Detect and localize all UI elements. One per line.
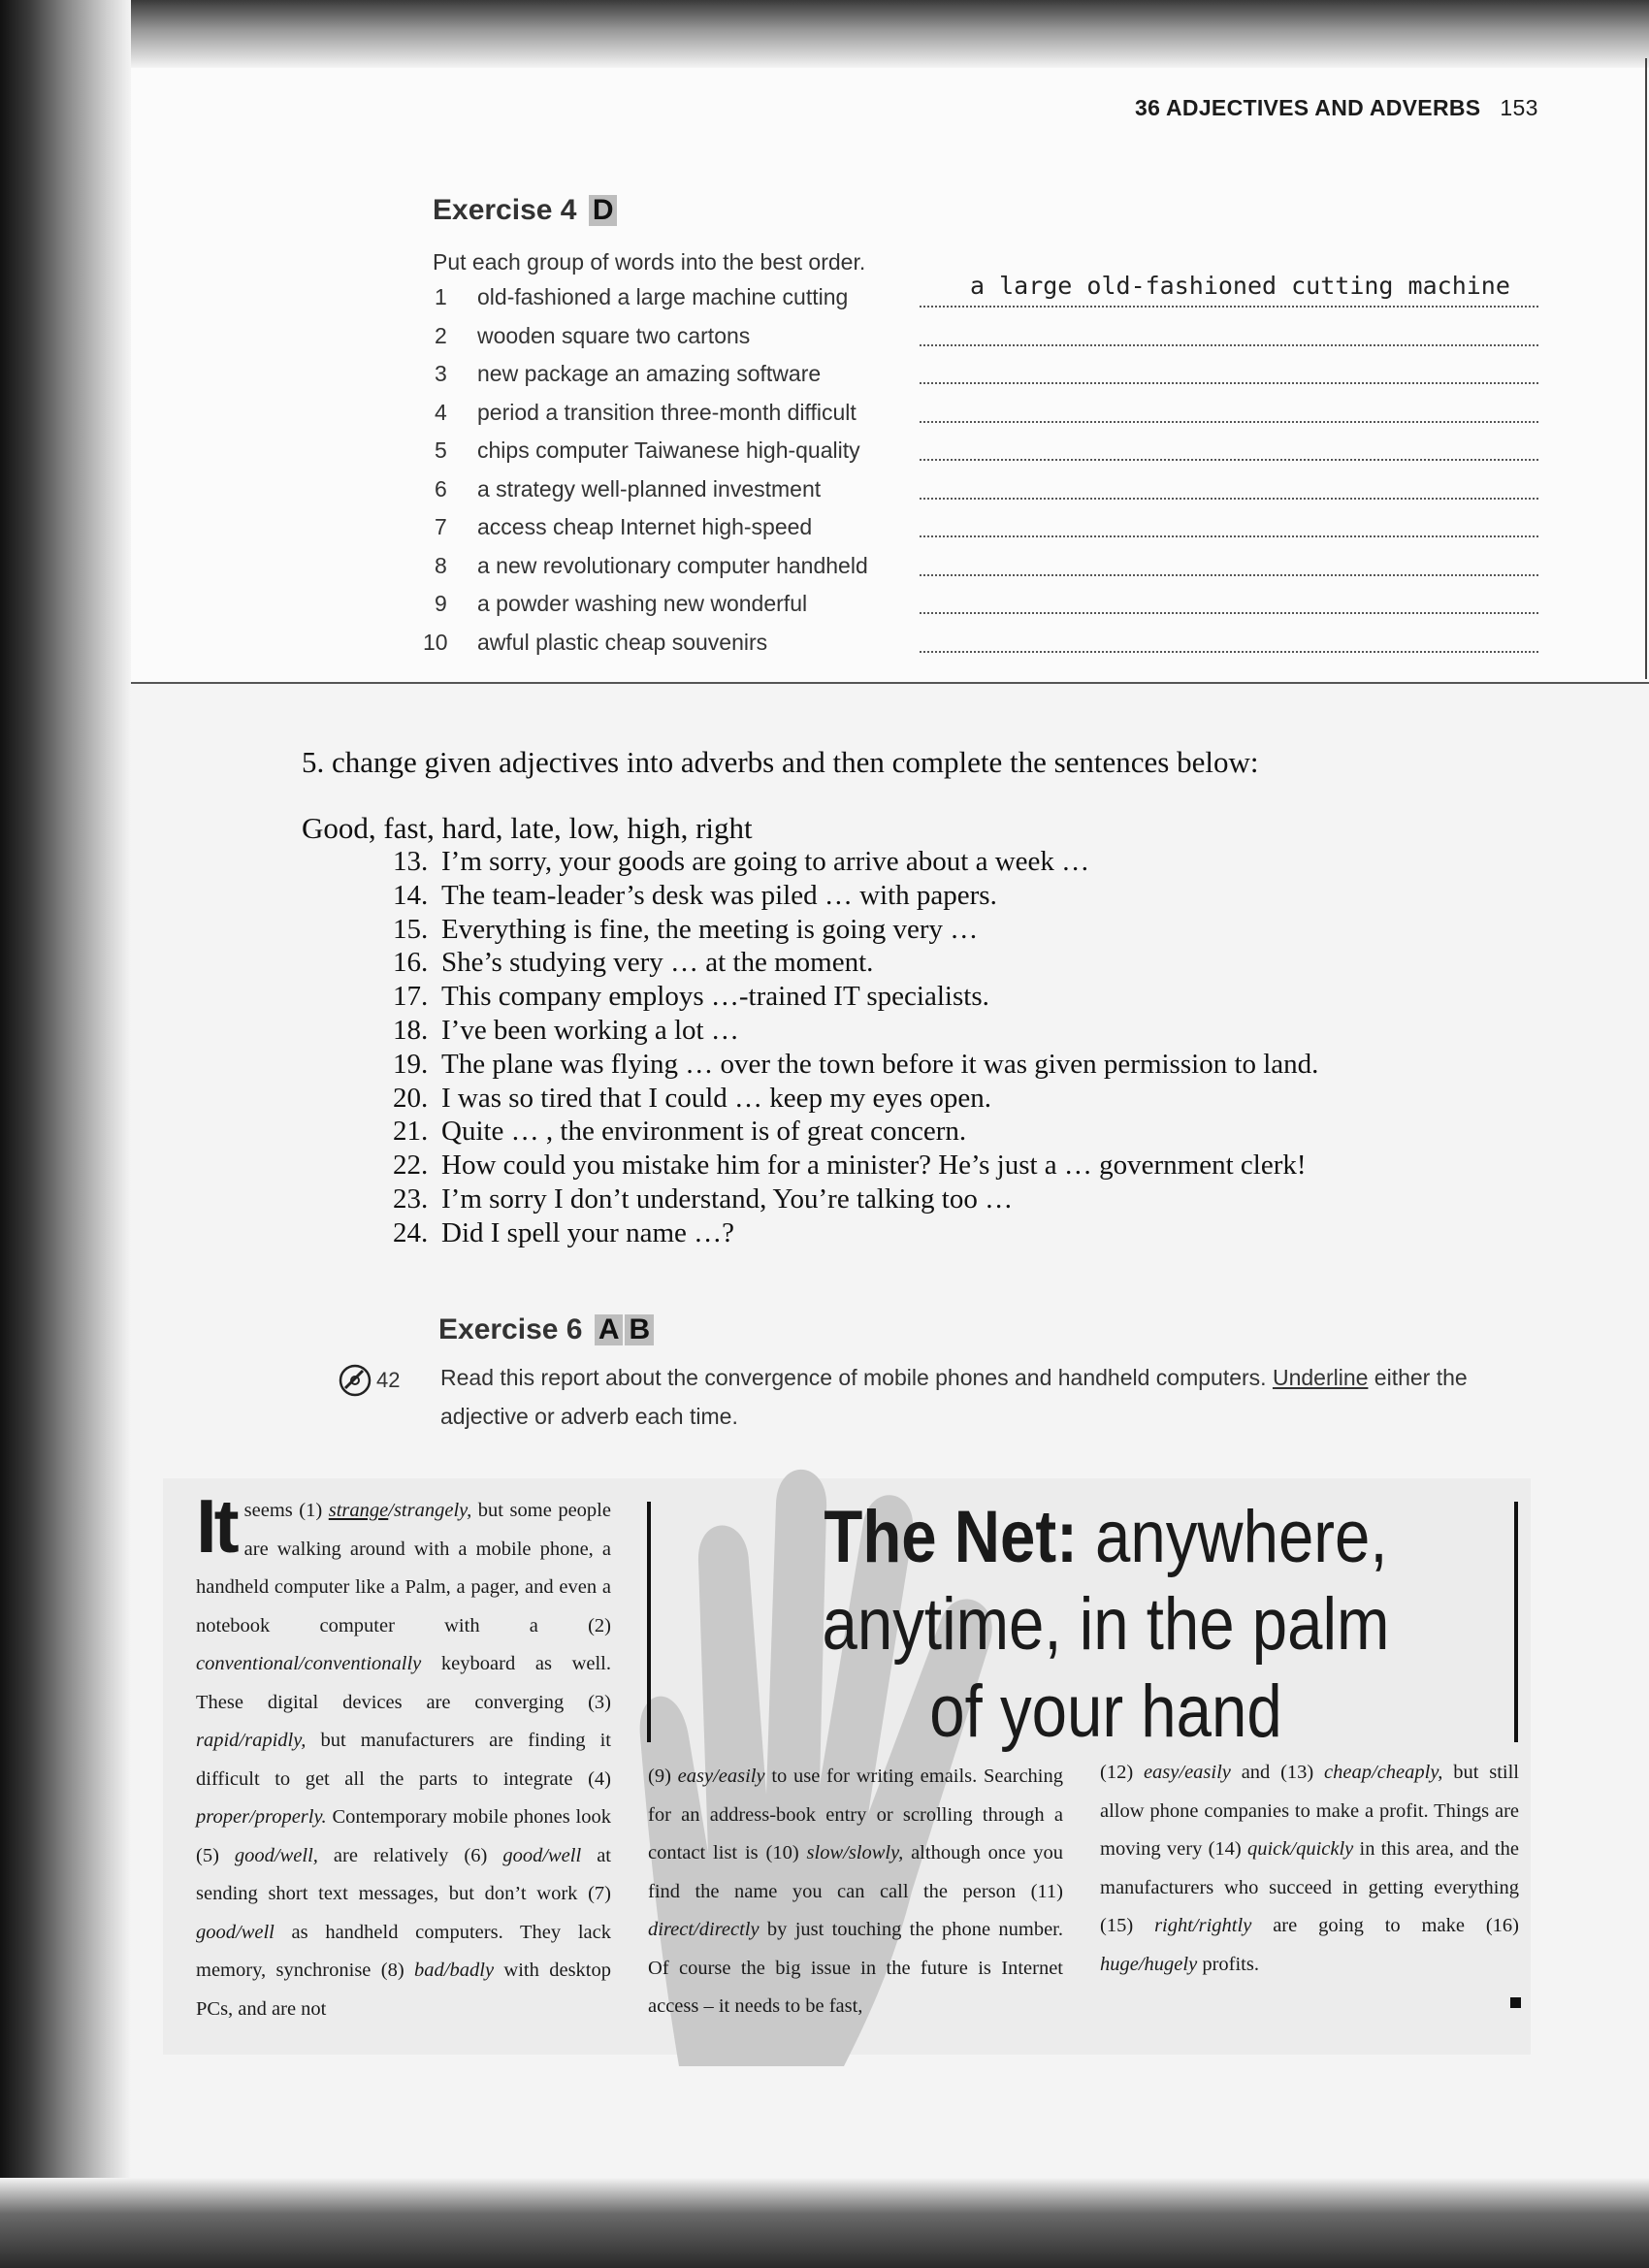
article-end-mark xyxy=(1510,1997,1521,2008)
answer-line[interactable] xyxy=(920,610,1538,614)
scan-shadow-top xyxy=(0,0,1649,68)
item-number: 4 xyxy=(435,399,447,425)
option-14[interactable]: quick/quickly xyxy=(1246,1838,1354,1860)
text: keyboard as well. These digital devices are converging (3) xyxy=(196,1653,611,1713)
instruction-underlined-word: Underline xyxy=(1272,1365,1369,1390)
exercise-5-instruction: 5. change given adjectives into adverbs and then complete the sentences below: xyxy=(302,745,1259,779)
sentence-text: She’s studying very … at the moment. xyxy=(441,947,874,979)
exercise-4-instruction: Put each group of words into the best order. xyxy=(433,249,866,275)
text: with desktop PCs, and are not xyxy=(196,1960,611,2020)
sentence-number: 17. xyxy=(393,981,429,1013)
handwritten-answer-1: a large old-fashioned cutting machine xyxy=(970,272,1510,300)
item-words: a new revolutionary computer handheld xyxy=(477,552,868,578)
exercise-4-item xyxy=(435,400,857,437)
exercise-4-item xyxy=(435,323,750,360)
article-headline xyxy=(714,1494,1498,1756)
sentence-item xyxy=(393,1049,1318,1081)
answer-line[interactable] xyxy=(920,534,1538,537)
sentence-text: Everything is fine, the meeting is going very … xyxy=(441,913,979,945)
drop-cap: It xyxy=(196,1483,237,1569)
running-header xyxy=(1135,95,1538,121)
page-cut-line xyxy=(131,682,1649,684)
upper-page-sheet xyxy=(131,53,1649,684)
item-number: 1 xyxy=(435,284,447,309)
text: as handheld computers. They lack memory, synchronise (8) xyxy=(196,1921,611,1981)
option-1b[interactable]: /strangely, xyxy=(388,1500,472,1521)
text: in this area, and the manufacturers who succeed in getting everything (15) xyxy=(1100,1838,1519,1936)
option-15[interactable]: right/rightly xyxy=(1154,1915,1252,1936)
text: and (13) xyxy=(1230,1762,1325,1783)
exercise-4-title xyxy=(433,194,617,227)
option-1a[interactable]: strange xyxy=(328,1500,389,1521)
item-words: period a transition three-month difficult xyxy=(477,399,857,425)
item-number: 7 xyxy=(435,514,447,539)
article-column-2 xyxy=(648,1758,1063,2026)
text: are relatively (6) xyxy=(317,1844,503,1866)
item-number: 10 xyxy=(423,629,448,655)
exercise-4-item xyxy=(435,284,848,321)
sentence-text: How could you mistake him for a minister? He’s just a … government clerk! xyxy=(441,1150,1307,1182)
text: at sending short text messages, but don’t work (7) xyxy=(196,1844,611,1904)
sentence-text: This company employs …-trained IT specialists. xyxy=(441,981,989,1013)
item-words: a strategy well-planned investment xyxy=(477,475,822,502)
sentence-number: 15. xyxy=(393,913,429,945)
page-edge xyxy=(1645,58,1647,679)
page-number: 153 xyxy=(1500,95,1538,120)
answer-line[interactable] xyxy=(920,496,1538,500)
exercise-6-label: Exercise 6 xyxy=(438,1313,583,1345)
exercise-4-item xyxy=(423,629,768,666)
sentence-item xyxy=(393,846,1089,878)
option-11[interactable]: direct/directly xyxy=(648,1919,760,1940)
sentence-item xyxy=(393,1183,1013,1215)
option-3[interactable]: rapid/rapidly, xyxy=(196,1730,307,1751)
text: but manufacturers are finding it difficult to get all the parts to integrate (4) xyxy=(196,1730,611,1790)
sentence-text: Quite … , the environment is of great concern. xyxy=(441,1116,967,1148)
article-column-3 xyxy=(1100,1754,1519,1984)
item-words: new package an amazing software xyxy=(477,361,822,386)
exercise-4-badge: D xyxy=(589,195,618,226)
item-number: 5 xyxy=(435,437,447,463)
headline-line-3: of your hand xyxy=(929,1670,1282,1753)
sentence-item xyxy=(393,880,997,912)
headline-line-2: anytime, in the palm xyxy=(822,1583,1390,1666)
exercise-4-item xyxy=(435,553,868,590)
answer-line[interactable] xyxy=(920,419,1538,423)
instruction-text-1: Read this report about the convergence of mobile phones and handheld computers. xyxy=(440,1365,1273,1390)
text: Contemporary mobile phones look (5) xyxy=(196,1806,611,1866)
item-number: 2 xyxy=(435,322,447,348)
item-number: 3 xyxy=(435,361,447,386)
exercise-4-item xyxy=(435,514,812,551)
exercise-6-instruction xyxy=(440,1358,1527,1436)
sentence-number: 19. xyxy=(393,1048,429,1080)
text: (12) xyxy=(1100,1762,1144,1783)
answer-line[interactable] xyxy=(920,572,1538,576)
option-9[interactable]: easy/easily xyxy=(677,1766,765,1787)
sentence-number: 14. xyxy=(393,879,429,911)
exercise-5-word-list: Good, fast, hard, late, low, high, right xyxy=(302,811,753,845)
sentence-number: 21. xyxy=(393,1116,429,1148)
sentence-number: 16. xyxy=(393,947,429,979)
option-7[interactable]: good/well xyxy=(196,1921,275,1943)
sentence-text: I’m sorry I don’t understand, You’re talking too … xyxy=(441,1183,1014,1215)
sentence-item xyxy=(393,1217,734,1249)
option-5[interactable]: good/well, xyxy=(234,1844,318,1866)
text: to use for writing emails. Searching for an address-book entry or scrolling through a contact list is (10) xyxy=(648,1766,1063,1863)
sentence-text: I’ve been working a lot … xyxy=(441,1015,739,1046)
answer-line[interactable] xyxy=(920,304,1538,308)
text: (9) xyxy=(648,1766,678,1787)
scan-shadow-bottom xyxy=(0,2178,1649,2268)
sentence-text: I was so tired that I could … keep my eyes open. xyxy=(441,1082,991,1114)
option-16[interactable]: huge/hugely xyxy=(1100,1953,1198,1975)
exercise-4-item xyxy=(435,476,821,513)
exercise-4-item xyxy=(435,437,860,474)
sentence-number: 18. xyxy=(393,1015,429,1046)
sentence-item xyxy=(393,1150,1307,1182)
sentence-number: 23. xyxy=(393,1183,429,1215)
article-column-1 xyxy=(196,1483,611,2028)
text: are going to make (16) xyxy=(1251,1915,1520,1936)
sentence-number: 13. xyxy=(393,846,429,877)
option-2[interactable]: conventional/conventionally xyxy=(196,1653,422,1674)
item-words: chips computer Taiwanese high-quality xyxy=(477,437,860,463)
exercise-6-badge-a: A xyxy=(595,1314,624,1345)
audio-cd-icon xyxy=(338,1363,372,1398)
answer-line[interactable] xyxy=(920,649,1538,653)
item-number: 9 xyxy=(435,591,447,616)
option-4[interactable]: proper/properly. xyxy=(196,1806,327,1828)
option-10[interactable]: slow/slowly, xyxy=(806,1842,904,1863)
headline-line-1: anywhere, xyxy=(1077,1496,1388,1578)
sentence-number: 24. xyxy=(393,1216,429,1248)
sentence-item xyxy=(393,1015,739,1047)
exercise-6-title xyxy=(438,1313,654,1346)
exercise-6-badge-b: B xyxy=(625,1314,654,1345)
headline-rule-left xyxy=(647,1502,651,1742)
text: but some people are walking around with a mobile phone, a handheld computer like a Palm, a pager, and even a notebook computer with a (2) xyxy=(196,1500,611,1636)
sentence-text: The team-leader’s desk was piled … with papers. xyxy=(441,879,997,911)
item-words: access cheap Internet high-speed xyxy=(477,514,813,539)
answer-line[interactable] xyxy=(920,342,1538,346)
option-13[interactable]: cheap/cheaply, xyxy=(1324,1762,1443,1783)
answer-line[interactable] xyxy=(920,457,1538,461)
answer-line[interactable] xyxy=(920,380,1538,384)
headline-rule-right xyxy=(1514,1502,1518,1742)
sentence-item xyxy=(393,981,989,1013)
instruction-text-2: either the adjective or adverb each time. xyxy=(440,1365,1468,1429)
item-words: awful plastic cheap souvenirs xyxy=(477,629,768,655)
sentence-text: Did I spell your name …? xyxy=(441,1216,735,1248)
option-12[interactable]: easy/easily xyxy=(1143,1762,1231,1783)
sentence-number: 22. xyxy=(393,1150,429,1182)
scan-shadow-left xyxy=(0,0,131,2268)
item-words: old-fashioned a large machine cutting xyxy=(477,284,849,309)
sentence-item xyxy=(393,1116,966,1148)
exercise-4-item xyxy=(435,591,807,628)
item-words: wooden square two cartons xyxy=(477,322,751,348)
text: but still allow phone companies to make a profit. Things are moving very (14) xyxy=(1100,1762,1519,1860)
exercise-4-item xyxy=(435,361,821,398)
text: by just touching the phone number. Of course the big issue in the future is Internet access – it needs to be fast, xyxy=(648,1919,1063,2017)
text: profits. xyxy=(1197,1953,1259,1975)
exercise-4-label: Exercise 4 xyxy=(433,194,577,226)
item-number: 6 xyxy=(435,475,447,502)
sentence-text: I’m sorry, your goods are going to arrive about a week … xyxy=(441,846,1090,877)
item-words: a powder washing new wonderful xyxy=(477,591,808,616)
sentence-number: 20. xyxy=(393,1082,429,1114)
item-number: 8 xyxy=(435,552,447,578)
option-6[interactable]: good/well xyxy=(502,1844,582,1866)
audio-track-number: 42 xyxy=(376,1368,401,1392)
text: seems (1) xyxy=(243,1500,329,1521)
option-8[interactable]: bad/badly xyxy=(414,1960,495,1981)
sentence-item xyxy=(393,914,978,946)
sentence-item xyxy=(393,947,873,979)
text: although once you find the name you can call the person (11) xyxy=(648,1842,1063,1902)
chapter-title: 36 ADJECTIVES AND ADVERBS xyxy=(1135,95,1481,120)
sentence-item xyxy=(393,1083,991,1115)
headline-bold: The Net: xyxy=(824,1496,1078,1578)
sentence-text: The plane was flying … over the town before it was given permission to land. xyxy=(441,1048,1319,1080)
